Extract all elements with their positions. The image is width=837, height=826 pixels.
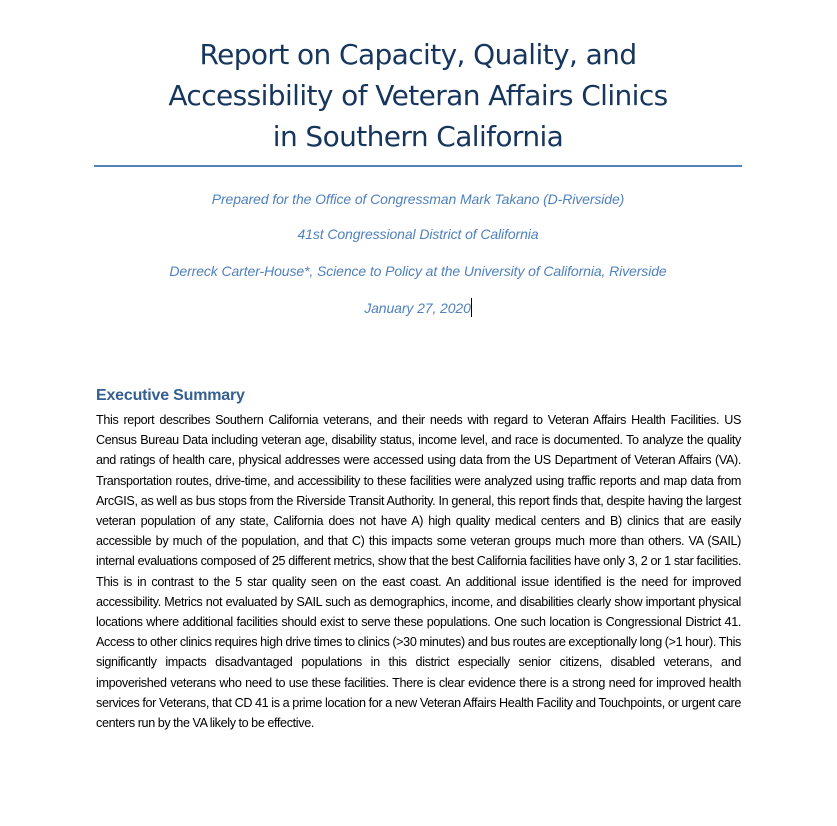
title-divider bbox=[94, 165, 742, 167]
date-text: January 27, 2020 bbox=[364, 300, 471, 316]
author-line: Derreck Carter-House*, Science to Policy at the University of California, Riverside bbox=[169, 263, 667, 279]
executive-summary-paragraph: This report describes Southern California veterans, and their needs with regard to Veteran Affairs Health Facilities. US Census Bureau Data including veteran age, disability status, income level, and race is documented. To analyze the quality and ratings of health care, physical addresses were accessed using data from the US Department of Veteran Affairs (VA). Transportation routes, drive-time, and accessibility to these facilities were analyzed using traffic reports and map data from ArcGIS, as well as bus stops from the Riverside Transit Authority. In general, this report finds that, despite having the largest veteran population of any state, California does not have A) high quality medical centers and B) clinics that are easily accessible by much of the population, and that C) this impacts some veteran groups much more than others. VA (SAIL) internal evaluations composed of 25 different metrics, show that the best California facilities have only 3, 2 or 1 star facilities. This is in contrast to the 5 star quality seen on the east coast. An additional issue identified is the need for improved accessibility. Metrics not evaluated by SAIL such as demographics, income, and disabilities clearly show important physical locations where additional facilities should exist to serve these populations. One such location is Congressional District 41. Access to other clinics requires high drive times to clinics (>30 minutes) and bus routes are exceptionally long (>1 hour). This significantly impacts disadvantaged populations in this district especially senior citizens, disabled veterans, and impoverished veterans who need to use these facilities. There is clear evidence there is a strong need for improved health services for Veterans, that CD 41 is a prime location for a new Veteran Affairs Health Facility and Touchpoints, or urgent care centers run by the VA likely to be effective. bbox=[96, 413, 741, 731]
prepared-for-line: Prepared for the Office of Congressman Mark Takano (D-Riverside) bbox=[211, 191, 625, 207]
text-cursor bbox=[471, 298, 472, 317]
title-line-1: Report on Capacity, Quality, and bbox=[199, 38, 637, 71]
executive-summary-heading: Executive Summary bbox=[96, 387, 245, 404]
document-title bbox=[94, 34, 742, 157]
district-line: 41st Congressional District of California bbox=[297, 226, 539, 242]
title-line-2: Accessibility of Veteran Affairs Clinics bbox=[168, 79, 668, 112]
title-line-3: in Southern California bbox=[272, 120, 564, 153]
date-line[interactable] bbox=[94, 298, 742, 317]
